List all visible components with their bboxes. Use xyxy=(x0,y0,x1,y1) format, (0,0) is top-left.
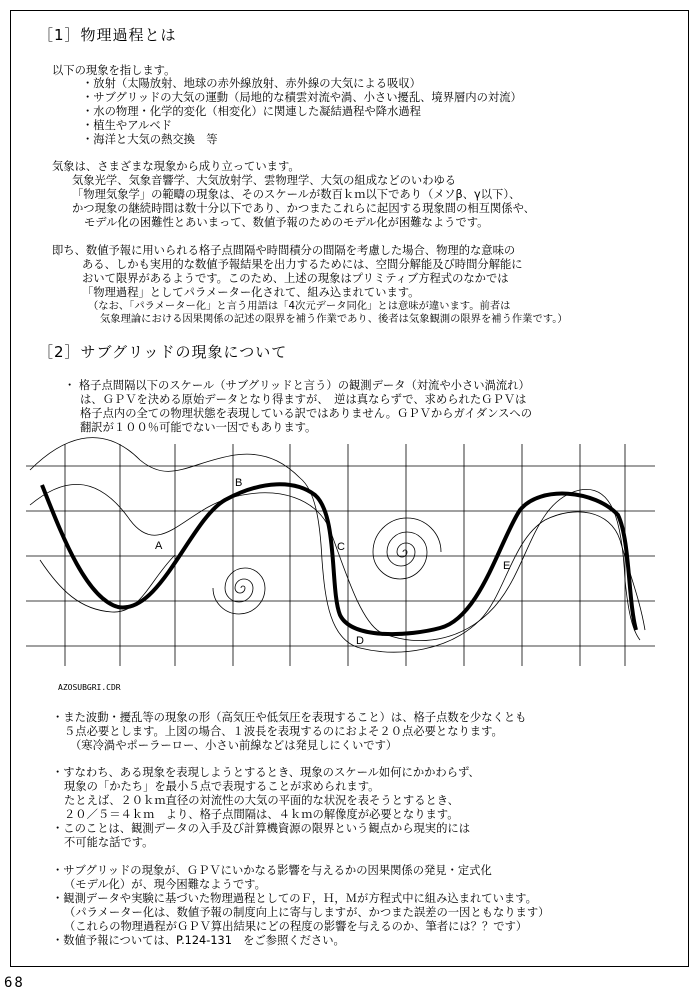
list-item: ・海洋と大気の熱交換 等 xyxy=(82,133,218,146)
paragraph-line: 「物理過程」としてパラメーター化されて、組み込まれています。 xyxy=(82,286,420,299)
label-a: A xyxy=(155,540,163,552)
label-e: E xyxy=(503,560,511,572)
paragraph-line: （寒冷渦やポーラーロー、小さい前線などは発見しにくいです） xyxy=(70,739,398,752)
paragraph-line: 「物理気象学」の範疇の現象は、そのスケールが数百ｋｍ以下であり（メソβ、γ以下）、 xyxy=(72,188,521,201)
label-c: C xyxy=(337,541,345,553)
note-line: 気象理論における因果関係の記述の限界を補う作業であり、後者は気象観測の限界を補う作業です。） xyxy=(100,313,568,325)
paragraph-line: 翻訳が１００％可能でない一因でもあります。 xyxy=(80,421,317,434)
list-item: ・放射（太陽放射、地球の赤外線放射、赤外線の大気による吸収） xyxy=(82,77,421,90)
label-d: D xyxy=(356,635,364,647)
paragraph-line: ・サブグリッドの現象が、ＧＰＶにいかなる影響を与えるかの因果関係の発見・定式化 xyxy=(52,864,492,877)
paragraph-line: ある、しかも実用的な数値予報結果を出力するためには、空間分解能及び時間分解能に xyxy=(82,258,523,271)
paragraph-line: 不可能な話です。 xyxy=(64,836,154,849)
grid-lines xyxy=(26,444,655,666)
note-line: （なお、「パラメーター化」と言う用語は「4次元データ同化」とは意味が違います。前者は xyxy=(88,300,511,312)
label-b: B xyxy=(235,477,243,489)
paragraph-line: ・また波動・擾乱等の現象の形（高気圧や低気圧を表現すること）は、格子点数を少なくとも xyxy=(52,711,527,724)
paragraph-line: ２０／５＝４ｋｍ より、格子点間隔は、４ｋｍの解像度が必要となります。 xyxy=(64,808,459,821)
paragraph-line: （パラメーター化は、数値予報の制度向上に寄与しますが、かつまた誤差の一因ともなります） xyxy=(64,906,550,919)
page-number: 68 xyxy=(4,975,25,991)
section1-intro: 以下の現象を指します。 xyxy=(52,64,176,77)
paragraph-line: ５点必要とします。上図の場合、１波長を表現するのにおよそ２０点必要となります。 xyxy=(64,725,503,738)
main-wave-curve xyxy=(42,484,636,634)
paragraph-line: ・このことは、観測データの入手及び計算機資源の限界という観点から現実的には xyxy=(52,822,470,835)
paragraph-line: 現象の「かたち」を最小５点で表現することが求められます。 xyxy=(64,780,380,793)
paragraph-line: は、ＧＰＶを決める原始データとなり得ますが、 逆は真ならずで、求められたＧＰＶは xyxy=(80,393,527,406)
paragraph-line: （モデル化）が、現今困難なようです。 xyxy=(64,878,266,891)
section1-heading: ［1］物理過程とは xyxy=(38,26,177,44)
paragraph-line: 格子点内の全ての物理状態を表現している訳ではありません。ＧＰＶからガイダンスへの xyxy=(80,407,532,420)
section2-heading: ［2］サブグリッドの現象について xyxy=(38,343,288,361)
paragraph-line: （これらの物理過程がＧＰＶ算出結果にどの程度の影響を与えるのか、筆者には？？です） xyxy=(64,920,528,933)
list-item: ・サブグリッドの大気の運動（局地的な積雲対流や渦、小さい擾乱、境界層内の対流） xyxy=(82,91,522,104)
paragraph-line: かつ現象の継続時間は数十分以下であり、かつまたこれらに起因する現象間の相互関係や、 xyxy=(72,202,535,215)
paragraph-line: ・数値予報については、P.124-131 をご参照ください。 xyxy=(52,934,345,947)
figure-filename: AZOSUBGRI.CDR xyxy=(58,683,121,692)
paragraph-line: ・すなわち、ある現象を表現しようとするとき、現象のスケール如何にかかわらず、 xyxy=(52,766,480,779)
paragraph-line: 即ち、数値予報に用いられる格子点間隔や時間積分の間隔を考慮した場合、物理的な意味の xyxy=(52,244,516,257)
paragraph-line: たとえば、２０ｋｍ直径の対流性の大気の平面的な状況を表そうとするとき、 xyxy=(64,794,459,807)
paragraph-line: モデル化の困難性とあいまって、数値予報のためのモデル化が困難なようです。 xyxy=(84,216,489,229)
list-item: ・水の物理・化学的変化（相変化）に関連した凝結過程や降水過程 xyxy=(82,105,421,118)
paragraph-line: 気象は、さまざまな現象から成り立っています。 xyxy=(52,160,300,173)
paragraph-line: おいて限界があるようです。このため、上述の現象はプリミティブ方程式のなかでは xyxy=(82,272,509,285)
paragraph-line: ・観測データや実験に基づいた物理過程としてのＦ，Ｈ，Ｍが方程式中に組み込まれています。 xyxy=(52,892,537,905)
paragraph-line: ・ 格子点間隔以下のスケール（サブグリッドと言う）の観測データ（対流や小さい渦流れ） xyxy=(64,379,530,392)
paragraph-line: 気象光学、気象音響学、大気放射学、雲物理学、大気の組成などのいわゆる xyxy=(72,174,457,187)
list-item: ・植生やアルベド xyxy=(82,119,172,132)
